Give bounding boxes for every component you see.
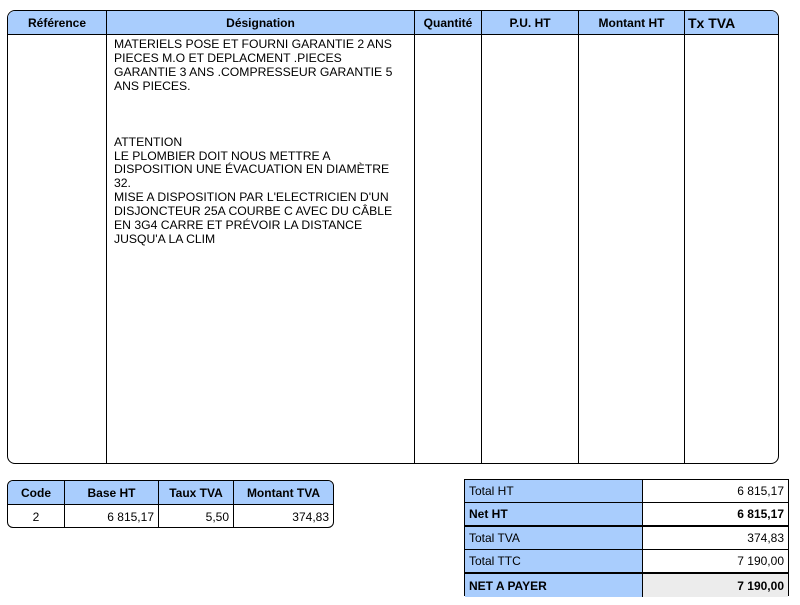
header-montant-ht: Montant HT	[579, 11, 684, 35]
total-ht-value: 6 815,17	[737, 484, 784, 498]
total-ht-row	[465, 480, 788, 503]
vat-cell-base-ht: 6 815,17	[107, 509, 154, 524]
vat-cell-code: 2	[32, 509, 40, 524]
total-tva-row	[465, 527, 788, 550]
designation-warranty-text: MATERIELS POSE ET FOURNI GARANTIE 2 ANS PIECES M.O ET DEPLACMENT .PIECES GARANTIE 3 ANS .COMPRESSEUR GARANTIE 5 ANS PIECES.	[114, 37, 393, 93]
vat-column-code	[8, 481, 64, 527]
header-designation: Désignation	[107, 11, 414, 35]
total-ttc-label: Total TTC	[465, 550, 643, 572]
total-tva-label: Total TVA	[465, 527, 643, 549]
designation-cell	[107, 35, 414, 247]
vat-header-montant-tva: Montant TVA	[234, 481, 333, 505]
net-ht-row	[465, 503, 788, 527]
header-tx-tva: Tx TVA	[685, 11, 779, 35]
header-quantite: Quantité	[415, 11, 481, 35]
net-ht-value: 6 815,17	[737, 507, 784, 521]
column-pu-ht	[481, 11, 578, 463]
vat-column-taux-tva	[158, 481, 233, 527]
net-ht-label: Net HT	[465, 503, 643, 525]
net-a-payer-label: NET A PAYER	[465, 574, 643, 597]
designation-attention-text: ATTENTION LE PLOMBIER DOIT NOUS METTRE A DISPOSITION UNE ÉVACUATION EN DIAMÈTRE 32. MISE A DISPOSITION PAR L'ELECTRICIEN D'UN DISJONCTEUR 25A COURBE C AVEC DU CÂBLE EN 3G4 CARRE ET PRÉVOIR LA DISTANCE JUSQU'A LA CLIM	[114, 134, 393, 246]
header-reference: Référence	[8, 11, 106, 35]
vat-header-taux-tva: Taux TVA	[159, 481, 233, 505]
total-ttc-row	[465, 550, 788, 574]
column-reference	[8, 11, 106, 463]
header-pu-ht: P.U. HT	[482, 11, 578, 35]
vat-cell-montant-tva: 374,83	[292, 509, 329, 524]
column-designation	[106, 11, 414, 463]
total-ttc-value: 7 190,00	[737, 554, 784, 568]
column-tx-tva	[684, 11, 779, 463]
net-a-payer-row	[465, 574, 788, 597]
vat-cell-taux-tva: 5,50	[205, 509, 229, 524]
total-ht-label: Total HT	[465, 480, 643, 502]
totals-table	[464, 479, 789, 596]
net-a-payer-value: 7 190,00	[643, 574, 788, 597]
items-table	[7, 10, 779, 464]
vat-header-code: Code	[8, 481, 64, 505]
vat-header-base-ht: Base HT	[65, 481, 158, 505]
total-tva-value: 374,83	[747, 531, 784, 545]
vat-summary-table	[7, 480, 334, 528]
column-montant-ht	[578, 11, 684, 463]
vat-column-base-ht	[64, 481, 158, 527]
vat-column-montant-tva	[233, 481, 333, 527]
column-quantite	[414, 11, 481, 463]
